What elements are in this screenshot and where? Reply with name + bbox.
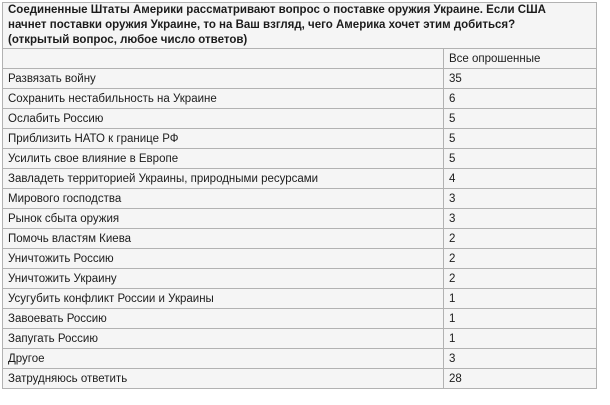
question-line: (открытый вопрос, любое число ответов) <box>8 34 248 46</box>
answer-value-cell: 28 <box>444 369 597 389</box>
answer-value-cell: 2 <box>444 269 597 289</box>
answer-label-cell: Ослабить Россию <box>3 109 444 129</box>
answer-value-cell: 3 <box>444 209 597 229</box>
answer-value-cell: 35 <box>444 69 597 89</box>
answer-label-cell: Сохранить нестабильность на Украине <box>3 89 444 109</box>
empty-header-cell <box>3 49 444 69</box>
answer-value-cell: 6 <box>444 89 597 109</box>
answer-value-cell: 5 <box>444 109 597 129</box>
table-row <box>3 209 597 229</box>
table-row <box>3 369 597 389</box>
table-row <box>3 189 597 209</box>
table-row <box>3 89 597 109</box>
answer-label-cell: Приблизить НАТО к границе РФ <box>3 129 444 149</box>
question-line: начнет поставки оружия Украине, то на Ваш взгляд, чего Америка хочет этим добиться? <box>8 19 516 31</box>
table-row <box>3 229 597 249</box>
table-row <box>3 309 597 329</box>
answer-value-cell: 1 <box>444 329 597 349</box>
table-row <box>3 169 597 189</box>
table-row <box>3 249 597 269</box>
answer-value-cell: 2 <box>444 229 597 249</box>
table-row <box>3 129 597 149</box>
answer-label-cell: Рынок сбыта оружия <box>3 209 444 229</box>
answer-value-cell: 2 <box>444 249 597 269</box>
column-header-all-respondents: Все опрошенные <box>444 49 597 69</box>
answer-label-cell: Завоевать Россию <box>3 309 444 329</box>
table-row <box>3 109 597 129</box>
table-row <box>3 289 597 309</box>
answer-label-cell: Другое <box>3 349 444 369</box>
answer-label-cell: Запугать Россию <box>3 329 444 349</box>
table-row <box>3 269 597 289</box>
question-header <box>3 3 597 49</box>
question-line: Соединенные Штаты Америки рассматривают вопрос о поставке оружия Украине. Если США <box>8 4 546 16</box>
table-row <box>3 329 597 349</box>
answer-label-cell: Завладеть территорией Украины, природными ресурсами <box>3 169 444 189</box>
answer-value-cell: 5 <box>444 129 597 149</box>
answer-label-cell: Помочь властям Киева <box>3 229 444 249</box>
table-row <box>3 149 597 169</box>
answer-value-cell: 1 <box>444 309 597 329</box>
answer-label-cell: Мирового господства <box>3 189 444 209</box>
column-header-row <box>3 49 597 69</box>
poll-results-table <box>2 2 597 389</box>
answer-label-cell: Усилить свое влияние в Европе <box>3 149 444 169</box>
answer-value-cell: 1 <box>444 289 597 309</box>
answer-value-cell: 5 <box>444 149 597 169</box>
table-row <box>3 349 597 369</box>
answer-value-cell: 3 <box>444 189 597 209</box>
answer-label-cell: Уничтожить Украину <box>3 269 444 289</box>
answer-value-cell: 3 <box>444 349 597 369</box>
answer-label-cell: Развязать войну <box>3 69 444 89</box>
answer-value-cell: 4 <box>444 169 597 189</box>
answer-label-cell: Усугубить конфликт России и Украины <box>3 289 444 309</box>
table-row <box>3 69 597 89</box>
answer-label-cell: Уничтожить Россию <box>3 249 444 269</box>
answer-label-cell: Затрудняюсь ответить <box>3 369 444 389</box>
question-header-row <box>3 3 597 49</box>
